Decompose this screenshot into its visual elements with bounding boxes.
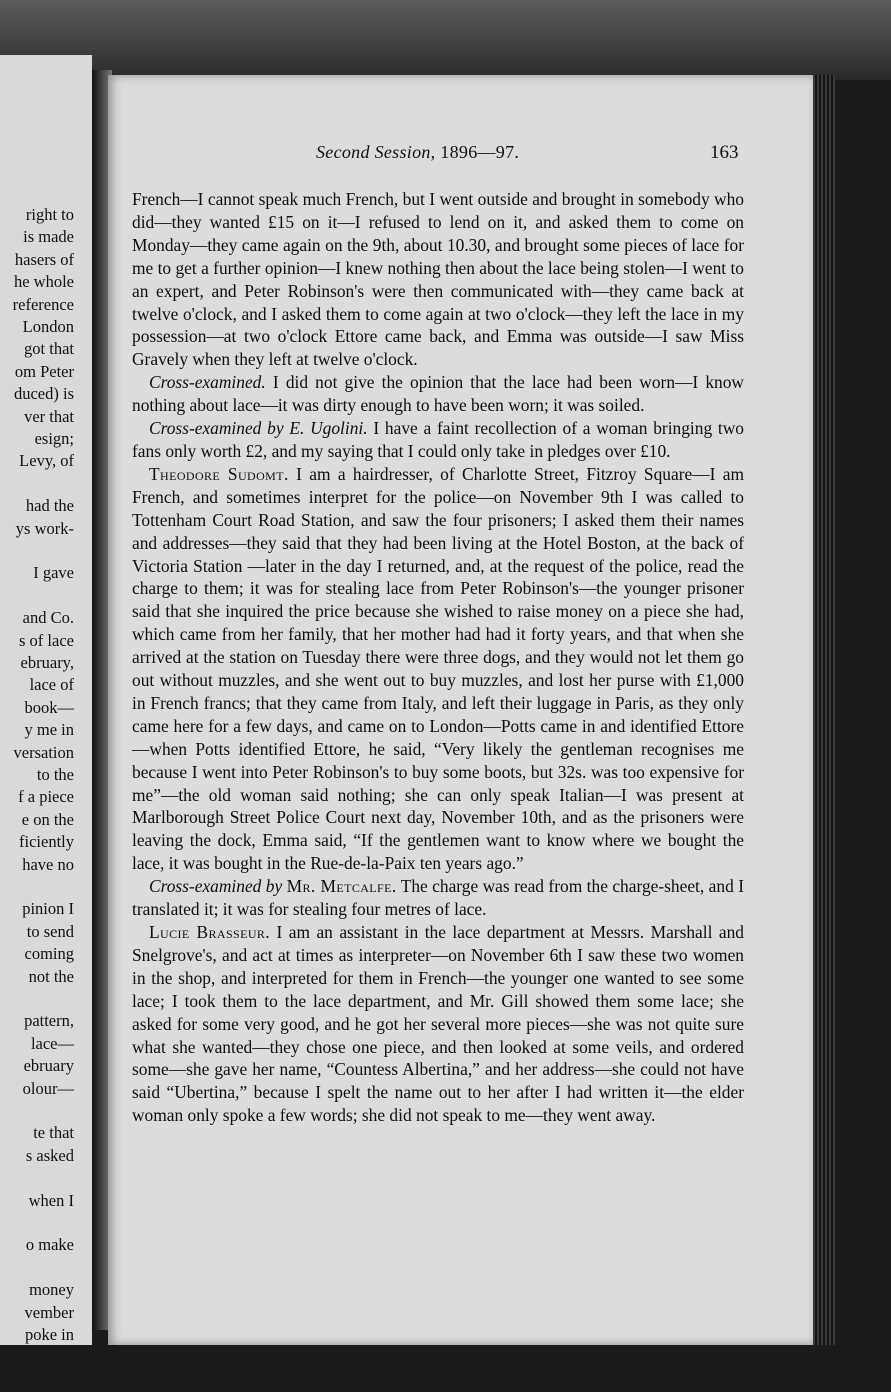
cross-examined-heading: Cross-examined by: [149, 876, 283, 897]
left-page-line: when I: [28, 1190, 74, 1210]
cross-examined-heading: Cross-examined by E. Ugolini.: [149, 418, 368, 439]
paragraph-text: I have a faint recollection of a woman bringing two fans only worth £2, and my saying that I could only take in pledges over £10.: [132, 418, 745, 461]
left-page-line: ver that: [24, 406, 74, 426]
left-page-line: pattern,: [24, 1011, 74, 1031]
paragraph: [132, 371, 744, 417]
left-page-line: lace—: [30, 1033, 74, 1053]
left-page-line: olour—: [22, 1078, 74, 1098]
left-page-line: y me in: [24, 720, 74, 740]
left-page-line: poke in: [24, 1325, 74, 1344]
left-page-line: duced) is: [13, 384, 74, 404]
running-head-year: 1896—97.: [440, 142, 520, 162]
left-page-line: money: [29, 1280, 74, 1300]
left-page-line: vember: [24, 1302, 74, 1322]
left-page-line: pinion I: [22, 899, 74, 919]
paragraph: [132, 463, 744, 875]
left-page-line: have no: [22, 854, 74, 874]
left-page-line: lace of: [29, 675, 74, 695]
left-page-line: got that: [24, 339, 74, 359]
left-page-line: o make: [25, 1235, 74, 1255]
page-number: 163: [710, 142, 739, 163]
paragraph: [132, 921, 744, 1127]
left-page-line: om Peter: [14, 361, 74, 381]
left-page-line: he whole: [13, 272, 74, 292]
left-page-line: te that: [33, 1123, 74, 1143]
page-edge: [813, 75, 835, 1345]
left-page-line: reference: [12, 294, 74, 314]
paragraph-text: I am an assistant in the lace department at Messrs. Marshall and Snelgrove's, and act at times as interpreter—on November 6th I saw these two women in the shop, and interpreted for them in French—the younger one wanted to see some lace; I took them to the lace department, and Mr. Gill showed them some lace; she asked for some very good, and he got her several more pieces—she was not quite sure what she wanted—they chose one piece, and then looked at some veils, and ordered some—she gave her name, “Countess Albertina,” and her address—she could not have said “Ubertina,” because I spelt the name out to her after I had written it—the elder woman only spoke a few words; she did not speak to me—they went away.: [132, 922, 744, 1126]
left-page-line: to send: [26, 921, 74, 941]
left-page-line: s asked: [25, 1145, 74, 1165]
left-page-line: hasers of: [14, 249, 74, 269]
left-page-line: esign;: [34, 429, 74, 448]
left-page-line: had the: [25, 496, 74, 516]
left-page-line: book—: [24, 697, 74, 717]
witness-name: Theodore Sudomt.: [149, 463, 289, 484]
left-page-line: coming: [24, 944, 74, 964]
cross-examined-heading: Cross-examined.: [149, 372, 266, 393]
paragraph-text: The charge was read from the charge-sheet, and I translated it; it was for stealing four metres of lace.: [132, 876, 744, 920]
scan-background-top: [0, 0, 891, 80]
left-page-line: London: [22, 317, 74, 336]
left-page-line: to the: [36, 765, 74, 784]
left-page-fragment: [0, 55, 92, 1345]
left-page-line: s of lace: [19, 630, 74, 650]
left-page-line: I gave: [33, 563, 74, 583]
running-head-title: Second Session,: [316, 142, 436, 162]
left-page-line: Levy, of: [19, 451, 74, 471]
left-page-line: and Co.: [22, 608, 74, 628]
left-page-line: ebruary: [23, 1056, 74, 1076]
left-page-line: f a piece: [18, 787, 74, 807]
left-page-line: ficiently: [19, 832, 74, 852]
paragraph: [132, 188, 744, 371]
left-page-line: versation: [13, 742, 74, 762]
left-page-line: e on the: [21, 809, 74, 829]
paragraph-text: French—I cannot speak much French, but I went outside and brought in somebody who did—they wanted £15 on it—I refused to lend on it, and asked them to come on Monday—they came again on the 9th, about 10.30, and brought some pieces of lace for me to get a further opinion—I knew nothing then about the lace being stolen—I went to an expert, and Peter Robinson's were then communicated with—they came back at twelve o'clock, and I asked them to come again at two o'clock—they left the lace in my possession—at two o'clock Ettore came back, and Emma was outside—I saw Miss Gravely when they left at twelve o'clock.: [132, 189, 744, 370]
counsel-name: Mr. Metcalfe.: [286, 876, 397, 897]
paragraph-text: I did not give the opinion that the lace had been worn—I know nothing about lace—it was dirty enough to have been worn; it was soiled.: [132, 372, 744, 416]
running-head: [316, 142, 519, 163]
left-page-line: not the: [28, 966, 74, 986]
paragraph: [132, 875, 744, 921]
witness-name: Lucie Brasseur.: [149, 922, 271, 942]
left-page-line: ebruary,: [20, 653, 74, 672]
left-page-line: ys work-: [15, 518, 74, 538]
body-text: [132, 188, 744, 1127]
paragraph-text: I am a hairdresser, of Charlotte Street, Fitzroy Square—I am French, and sometimes interpret for the police—on November 9th I was called to Tottenham Court Road Station, and saw the four prisoners; I asked them their names and addresses—they said that they had been living at the Hotel Boston, at the back of Victoria Station —later in the day I returned, and, at the request of the police, read the charge to them; it was for stealing lace from Peter Robinson's—the younger prisoner said that she inquired the price because she wished to raise money on a piece she had, which came from her family, that her mother had had it forty years, and that when she arrived at the station on Tuesday there were three dogs, and they would not let them go out without muzzles, and she went out to buy muzzles, and lost her purse with £1,000 in French francs; that they came from Italy, and left their luggage in Paris, as they only came here for a few days, and came on to London—Potts came in and identified Ettore—when Potts identified Ettore, he said, “Very likely the gentleman recognises me because I went into Peter Robinson's to buy some boots, but 32s. was too expensive for me”—the old woman said nothing; she can only speak Italian—I was present at Marlborough Street Police Court next day, November 10th, and as the prisoners were leaving the dock, Emma said, “If the gentlemen want to know where we bought the lace, it was bought in the Rue-de-la-Paix ten years ago.”: [132, 463, 745, 874]
paragraph: [132, 417, 744, 463]
left-page-line: right to: [25, 205, 74, 224]
left-page-line: is made: [23, 227, 74, 247]
